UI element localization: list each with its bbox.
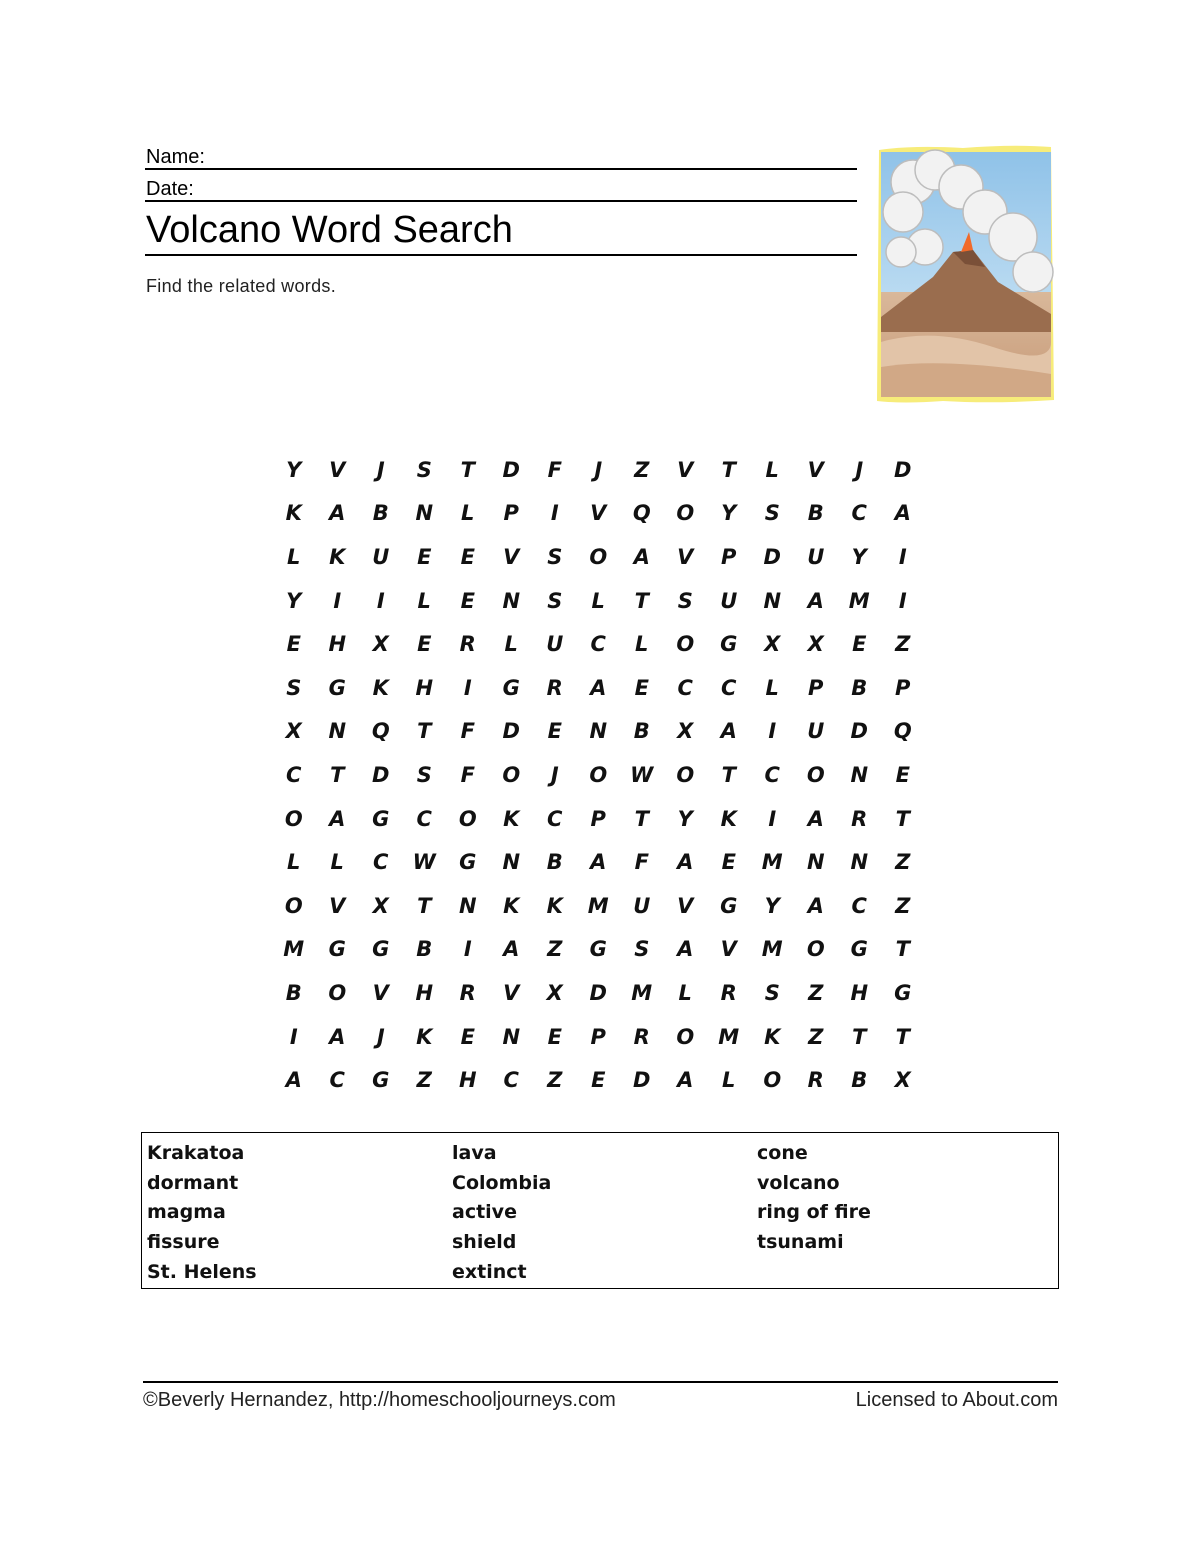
grid-letter: E — [547, 1024, 562, 1049]
grid-letter: M — [848, 588, 870, 613]
grid-letter: J — [376, 457, 385, 482]
grid-letter: H — [850, 980, 869, 1005]
grid-letter: K — [416, 1024, 433, 1049]
grid-letter: W — [412, 850, 436, 875]
grid-letter: C — [851, 501, 867, 526]
grid-letter: O — [676, 501, 695, 526]
word-bank-item: extinct — [452, 1260, 527, 1283]
grid-letter: G — [894, 980, 912, 1005]
grid-letter: A — [329, 806, 346, 831]
grid-letter: T — [634, 588, 649, 613]
grid-letter: C — [416, 806, 432, 831]
grid-letter: L — [635, 632, 649, 657]
grid-letter: U — [546, 632, 564, 657]
grid-letter: G — [459, 850, 477, 875]
grid-letter: L — [417, 588, 431, 613]
grid-letter: C — [851, 893, 867, 918]
grid-letter: C — [721, 675, 737, 700]
grid-letter: R — [546, 675, 563, 700]
grid-letter: N — [806, 850, 825, 875]
grid-letter: H — [328, 632, 347, 657]
grid-letter: K — [329, 544, 346, 569]
grid-letter: V — [720, 937, 737, 962]
grid-letter: K — [285, 501, 302, 526]
grid-letter: V — [503, 544, 520, 569]
grid-letter: A — [285, 1068, 302, 1093]
grid-letter: B — [416, 937, 433, 962]
grid-letter: O — [763, 1068, 782, 1093]
grid-letter: M — [587, 893, 609, 918]
word-bank-item: active — [452, 1201, 517, 1224]
grid-letter: U — [807, 719, 825, 744]
grid-letter: N — [415, 501, 434, 526]
grid-letter: E — [852, 632, 867, 657]
grid-letter: H — [415, 675, 434, 700]
grid-letter: M — [718, 1024, 740, 1049]
grid-letter: X — [372, 632, 389, 657]
grid-letter: X — [677, 719, 694, 744]
word-bank-item: cone — [757, 1142, 808, 1164]
grid-letter: E — [895, 762, 910, 787]
grid-letter: T — [895, 806, 910, 831]
grid-letter: L — [287, 544, 301, 569]
grid-letter: P — [895, 675, 911, 700]
grid-letter: C — [677, 675, 693, 700]
grid-letter: E — [286, 632, 301, 657]
word-bank-item: tsunami — [757, 1231, 844, 1254]
grid-letter: L — [287, 850, 301, 875]
grid-letter: S — [764, 980, 780, 1005]
grid-letter: P — [808, 675, 824, 700]
grid-letter: G — [372, 806, 390, 831]
grid-letter: T — [895, 937, 910, 962]
grid-letter: T — [417, 893, 432, 918]
grid-letter: Y — [286, 457, 302, 482]
grid-letter: L — [722, 1068, 736, 1093]
grid-letter: U — [633, 893, 651, 918]
grid-letter: O — [284, 806, 303, 831]
word-bank-item: ring of fire — [757, 1201, 871, 1224]
grid-letter: S — [416, 762, 432, 787]
grid-letter: V — [329, 893, 346, 918]
grid-letter: L — [330, 850, 344, 875]
grid-letter: Z — [895, 632, 911, 657]
grid-letter: J — [550, 762, 559, 787]
grid-letter: A — [633, 544, 650, 569]
grid-letter: P — [721, 544, 737, 569]
grid-letter: S — [547, 588, 563, 613]
grid-letter: L — [504, 632, 518, 657]
grid-letter: Q — [632, 501, 651, 526]
grid-letter: X — [546, 980, 563, 1005]
grid-letter: G — [372, 937, 390, 962]
grid-letter: Z — [547, 1068, 563, 1093]
grid-letter: M — [761, 850, 783, 875]
word-bank-item: volcano — [757, 1171, 840, 1194]
footer-license: Licensed to About.com — [855, 1389, 1058, 1411]
grid-letter: O — [676, 762, 695, 787]
grid-letter: S — [416, 457, 432, 482]
grid-letter: Y — [677, 806, 693, 831]
grid-letter: P — [503, 501, 519, 526]
grid-letter: V — [807, 457, 824, 482]
grid-letter: I — [898, 588, 907, 613]
grid-letter: T — [895, 1024, 910, 1049]
grid-letter: R — [851, 806, 868, 831]
grid-letter: Z — [416, 1068, 432, 1093]
grid-letter: Y — [764, 893, 780, 918]
grid-letter: Y — [721, 501, 737, 526]
grid-letter: I — [376, 588, 385, 613]
grid-letter: S — [547, 544, 563, 569]
grid-letter: U — [720, 588, 738, 613]
grid-letter: K — [720, 806, 737, 831]
grid-letter: B — [851, 1068, 868, 1093]
grid-letter: P — [590, 1024, 606, 1049]
grid-letter: M — [631, 980, 653, 1005]
grid-letter: R — [459, 632, 476, 657]
grid-letter: N — [502, 1024, 521, 1049]
grid-letter: Q — [371, 719, 390, 744]
grid-letter: C — [373, 850, 389, 875]
word-bank-item: magma — [147, 1201, 226, 1224]
word-bank-item: Krakatoa — [147, 1142, 245, 1164]
grid-letter: C — [547, 806, 563, 831]
grid-letter: V — [329, 457, 346, 482]
grid-letter: V — [372, 980, 389, 1005]
grid-letter: Z — [808, 980, 824, 1005]
grid-letter: V — [677, 457, 694, 482]
grid-letter: N — [850, 850, 869, 875]
grid-letter: L — [765, 675, 779, 700]
grid-letter: S — [634, 937, 650, 962]
grid-letter: E — [460, 544, 475, 569]
letter-grid — [272, 448, 925, 1102]
grid-letter: D — [502, 719, 520, 744]
grid-letter: R — [807, 1068, 824, 1093]
grid-letter: C — [590, 632, 606, 657]
grid-letter: G — [502, 675, 520, 700]
grid-letter: D — [850, 719, 868, 744]
grid-letter: C — [764, 762, 780, 787]
grid-letter: O — [502, 762, 521, 787]
grid-letter: Q — [893, 719, 912, 744]
grid-letter: N — [502, 588, 521, 613]
grid-letter: I — [898, 544, 907, 569]
grid-letter: O — [589, 544, 608, 569]
grid-letter: S — [677, 588, 693, 613]
word-bank — [141, 1132, 1059, 1289]
grid-letter: A — [807, 893, 824, 918]
grid-letter: O — [589, 762, 608, 787]
grid-letter: E — [634, 675, 649, 700]
grid-letter: K — [372, 675, 389, 700]
grid-letter: B — [372, 501, 389, 526]
grid-letter: D — [894, 457, 912, 482]
word-bank-item: Colombia — [452, 1171, 552, 1194]
grid-letter: I — [768, 719, 777, 744]
grid-letter: O — [806, 937, 825, 962]
grid-letter: G — [328, 675, 346, 700]
grid-letter: A — [677, 937, 694, 962]
grid-letter: R — [459, 980, 476, 1005]
grid-letter: C — [503, 1068, 519, 1093]
grid-letter: Z — [895, 893, 911, 918]
grid-letter: A — [677, 850, 694, 875]
grid-letter: R — [633, 1024, 650, 1049]
grid-letter: D — [372, 762, 390, 787]
name-label: Name: — [146, 146, 205, 168]
date-field — [145, 172, 857, 202]
grid-letter: A — [807, 588, 824, 613]
grid-letter: O — [676, 1024, 695, 1049]
word-bank-column — [147, 1139, 452, 1288]
grid-letter: J — [855, 457, 864, 482]
grid-letter: A — [590, 850, 607, 875]
grid-letter: A — [329, 501, 346, 526]
grid-letter: O — [676, 632, 695, 657]
grid-letter: A — [807, 806, 824, 831]
grid-letter: B — [851, 675, 868, 700]
grid-letter: O — [458, 806, 477, 831]
grid-letter: K — [503, 893, 520, 918]
grid-letter: L — [678, 980, 692, 1005]
volcano-illustration — [873, 142, 1057, 408]
grid-letter: X — [894, 1068, 911, 1093]
grid-letter: U — [807, 544, 825, 569]
grid-letter: G — [328, 937, 346, 962]
word-bank-column — [757, 1139, 1062, 1288]
worksheet-header — [145, 140, 857, 297]
grid-letter: C — [286, 762, 302, 787]
date-label: Date: — [146, 178, 194, 200]
grid-letter: L — [461, 501, 475, 526]
grid-letter: A — [677, 1068, 694, 1093]
grid-letter: R — [720, 980, 737, 1005]
footer — [143, 1381, 1058, 1412]
footer-credit: ©Beverly Hernandez, http://homeschooljourneys.com — [143, 1389, 616, 1411]
grid-letter: N — [589, 719, 608, 744]
grid-letter: B — [546, 850, 563, 875]
grid-letter: Y — [286, 588, 302, 613]
grid-letter: E — [591, 1068, 606, 1093]
name-field — [145, 140, 857, 170]
grid-letter: Z — [547, 937, 563, 962]
grid-letter: G — [720, 893, 738, 918]
grid-letter: O — [806, 762, 825, 787]
grid-letter: A — [503, 937, 520, 962]
word-bank-item: lava — [452, 1142, 497, 1164]
grid-letter: A — [720, 719, 737, 744]
grid-letter: T — [634, 806, 649, 831]
grid-letter: A — [329, 1024, 346, 1049]
grid-letter: D — [763, 544, 781, 569]
grid-letter: F — [547, 457, 562, 482]
grid-letter: D — [502, 457, 520, 482]
grid-letter: V — [677, 544, 694, 569]
grid-letter: X — [764, 632, 781, 657]
grid-letter: J — [594, 457, 603, 482]
grid-letter: I — [463, 675, 472, 700]
grid-letter: M — [761, 937, 783, 962]
grid-letter: G — [720, 632, 738, 657]
grid-letter: N — [850, 762, 869, 787]
grid-letter: V — [590, 501, 607, 526]
grid-letter: Z — [634, 457, 650, 482]
grid-letter: X — [807, 632, 824, 657]
grid-letter: D — [589, 980, 607, 1005]
grid-letter: K — [764, 1024, 781, 1049]
grid-letter: X — [372, 893, 389, 918]
grid-letter: P — [590, 806, 606, 831]
grid-letter: K — [503, 806, 520, 831]
grid-letter: G — [850, 937, 868, 962]
grid-letter: I — [289, 1024, 298, 1049]
grid-letter: I — [333, 588, 342, 613]
grid-letter: K — [546, 893, 563, 918]
word-bank-item: dormant — [147, 1171, 239, 1194]
grid-letter: E — [460, 1024, 475, 1049]
grid-letter: G — [372, 1068, 390, 1093]
grid-letter: B — [285, 980, 302, 1005]
grid-letter: T — [330, 762, 345, 787]
grid-letter: N — [458, 893, 477, 918]
grid-letter: G — [589, 937, 607, 962]
grid-letter: E — [460, 588, 475, 613]
grid-letter: S — [764, 501, 780, 526]
page-title: Volcano Word Search — [145, 202, 857, 256]
grid-letter: N — [502, 850, 521, 875]
grid-letter: Z — [808, 1024, 824, 1049]
word-bank-item: fissure — [147, 1231, 220, 1254]
grid-letter: E — [547, 719, 562, 744]
grid-letter: I — [550, 501, 559, 526]
grid-letter: B — [633, 719, 650, 744]
grid-letter: T — [460, 457, 475, 482]
grid-letter: T — [721, 457, 736, 482]
grid-letter: J — [376, 1024, 385, 1049]
grid-letter: N — [763, 588, 782, 613]
grid-letter: O — [284, 893, 303, 918]
grid-letter: T — [721, 762, 736, 787]
grid-letter: U — [372, 544, 390, 569]
grid-letter: L — [765, 457, 779, 482]
grid-letter: F — [460, 762, 475, 787]
grid-letter: N — [328, 719, 347, 744]
grid-letter: T — [852, 1024, 867, 1049]
grid-letter: I — [768, 806, 777, 831]
grid-letter: A — [590, 675, 607, 700]
grid-letter: T — [417, 719, 432, 744]
grid-letter: W — [630, 762, 654, 787]
grid-letter: H — [415, 980, 434, 1005]
grid-letter: D — [633, 1068, 651, 1093]
word-bank-item: shield — [452, 1231, 517, 1254]
grid-letter: F — [460, 719, 475, 744]
grid-letter: M — [283, 937, 305, 962]
grid-letter: E — [721, 850, 736, 875]
grid-letter: S — [286, 675, 302, 700]
grid-letter: V — [677, 893, 694, 918]
grid-letter: F — [634, 850, 649, 875]
grid-letter: Z — [895, 850, 911, 875]
grid-letter: E — [417, 544, 432, 569]
grid-letter: Y — [851, 544, 867, 569]
grid-letter: L — [591, 588, 605, 613]
word-bank-item: St. Helens — [147, 1260, 257, 1283]
grid-letter: H — [458, 1068, 477, 1093]
grid-letter: O — [328, 980, 347, 1005]
grid-letter: E — [417, 632, 432, 657]
grid-letter: A — [894, 501, 911, 526]
instructions: Find the related words. — [146, 276, 336, 296]
grid-letter: B — [807, 501, 824, 526]
grid-letter: V — [503, 980, 520, 1005]
word-bank-column — [452, 1139, 757, 1288]
grid-letter: C — [329, 1068, 345, 1093]
grid-letter: X — [285, 719, 302, 744]
grid-letter: I — [463, 937, 472, 962]
